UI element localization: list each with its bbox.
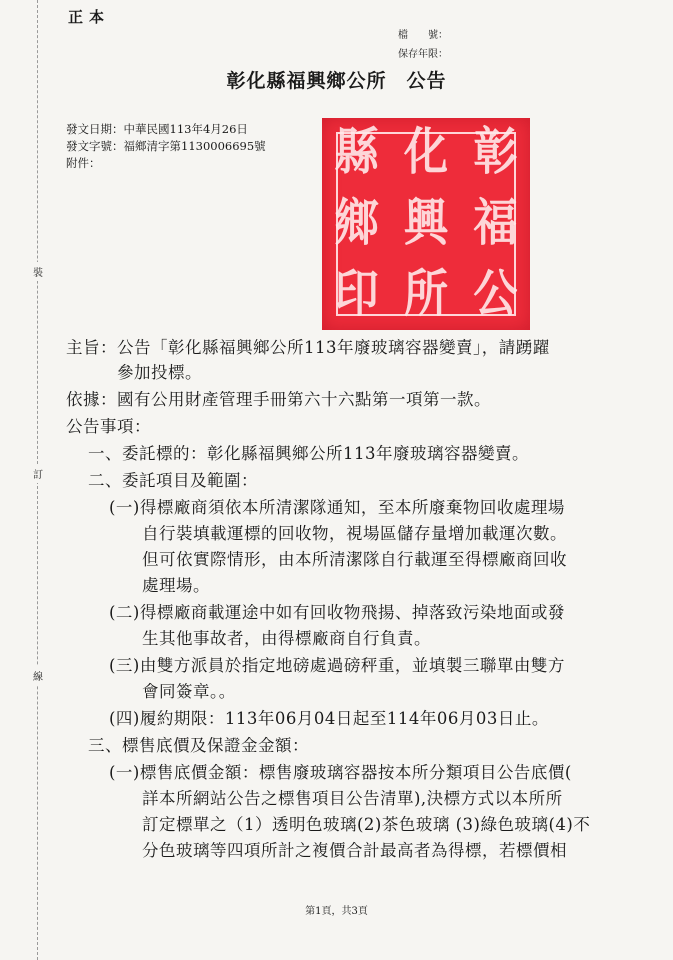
copy-mark: 正本 <box>68 8 111 26</box>
seal-glyph: 鄉 <box>334 194 379 253</box>
subject-line-2: 參加投標。 <box>117 363 202 382</box>
binding-char-ding: 訂 <box>33 464 43 483</box>
item-1: 一、委託標的：彰化縣福興鄉公所113年廢玻璃容器變賣。 <box>88 444 529 463</box>
item-3-1-line-a: (一)標售底價金額：標售廢玻璃容器按本所分類項目公告底價( <box>109 763 572 782</box>
seal-glyphs <box>322 118 530 330</box>
item-2-heading: 二、委託項目及範圍： <box>88 471 258 490</box>
item-2-3-line-a: (三)由雙方派員於指定地磅處過磅秤重，並填製三聯單由雙方 <box>109 656 565 675</box>
seal-glyph: 縣 <box>334 123 379 183</box>
seal-glyph: 福 <box>473 194 518 253</box>
retention-period-label: 保存年限： <box>398 49 448 60</box>
seal-glyph: 興 <box>403 194 448 253</box>
item-2-1-line-a: (一)得標廠商須依本所清潔隊通知，至本所廢棄物回收處理場 <box>109 498 565 517</box>
item-3-heading: 三、標售底價及保證金金額： <box>88 736 309 755</box>
subject-line-1: 主旨：公告「彰化縣福興鄉公所113年廢玻璃容器變賣」，請踴躍 <box>66 338 550 357</box>
item-3-1-line-d: 分色玻璃等四項所計之複價合計最高者為得標，若標價相 <box>142 841 567 860</box>
seal-glyph: 印 <box>334 264 379 324</box>
item-2-3-line-b: 會同簽章。。 <box>142 682 236 701</box>
item-2-1-line-b: 自行裝填載運標的回收物，視場區儲存量增加載運次數。 <box>142 524 567 543</box>
item-2-1-line-d: 處理場。 <box>142 576 210 595</box>
official-seal <box>322 118 530 330</box>
seal-glyph: 彰 <box>473 123 518 183</box>
binding-char-zhuang: 裝 <box>33 262 43 281</box>
issue-date: 發文日期：中華民國113年4月26日 <box>66 122 248 136</box>
binding-char-xian: 線 <box>33 666 43 685</box>
seal-glyph: 公 <box>473 264 518 324</box>
document-title: 彰化縣福興鄉公所 公告 <box>226 70 447 92</box>
attachment-label: 附件： <box>66 156 101 170</box>
file-number-label: 檔 號： <box>398 30 448 41</box>
item-2-1-line-c: 但可依實際情形，由本所清潔隊自行載運至得標廠商回收 <box>142 550 567 569</box>
notice-heading: 公告事項： <box>66 417 151 436</box>
item-2-2-line-a: (二)得標廠商載運途中如有回收物飛揚、掉落致污染地面或發 <box>109 603 565 622</box>
basis-line: 依據：國有公用財產管理手冊第六十六點第一項第一款。 <box>66 390 491 409</box>
item-3-1-line-c: 訂定標單之（1）透明色玻璃(2)茶色玻璃 (3)綠色玻璃(4)不 <box>142 815 591 834</box>
document-number: 發文字號：福鄉清字第1130006695號 <box>66 139 266 153</box>
seal-glyph: 所 <box>403 264 448 324</box>
page-number: 第1頁，共3頁 <box>305 906 368 917</box>
item-2-2-line-b: 生其他事故者，由得標廠商自行負責。 <box>142 629 431 648</box>
item-3-1-line-b: 詳本所網站公告之標售項目公告清單),決標方式以本所所 <box>142 789 563 808</box>
seal-glyph: 化 <box>403 123 448 183</box>
item-2-4: (四)履約期限：113年06月04日起至114年06月03日止。 <box>109 709 549 728</box>
